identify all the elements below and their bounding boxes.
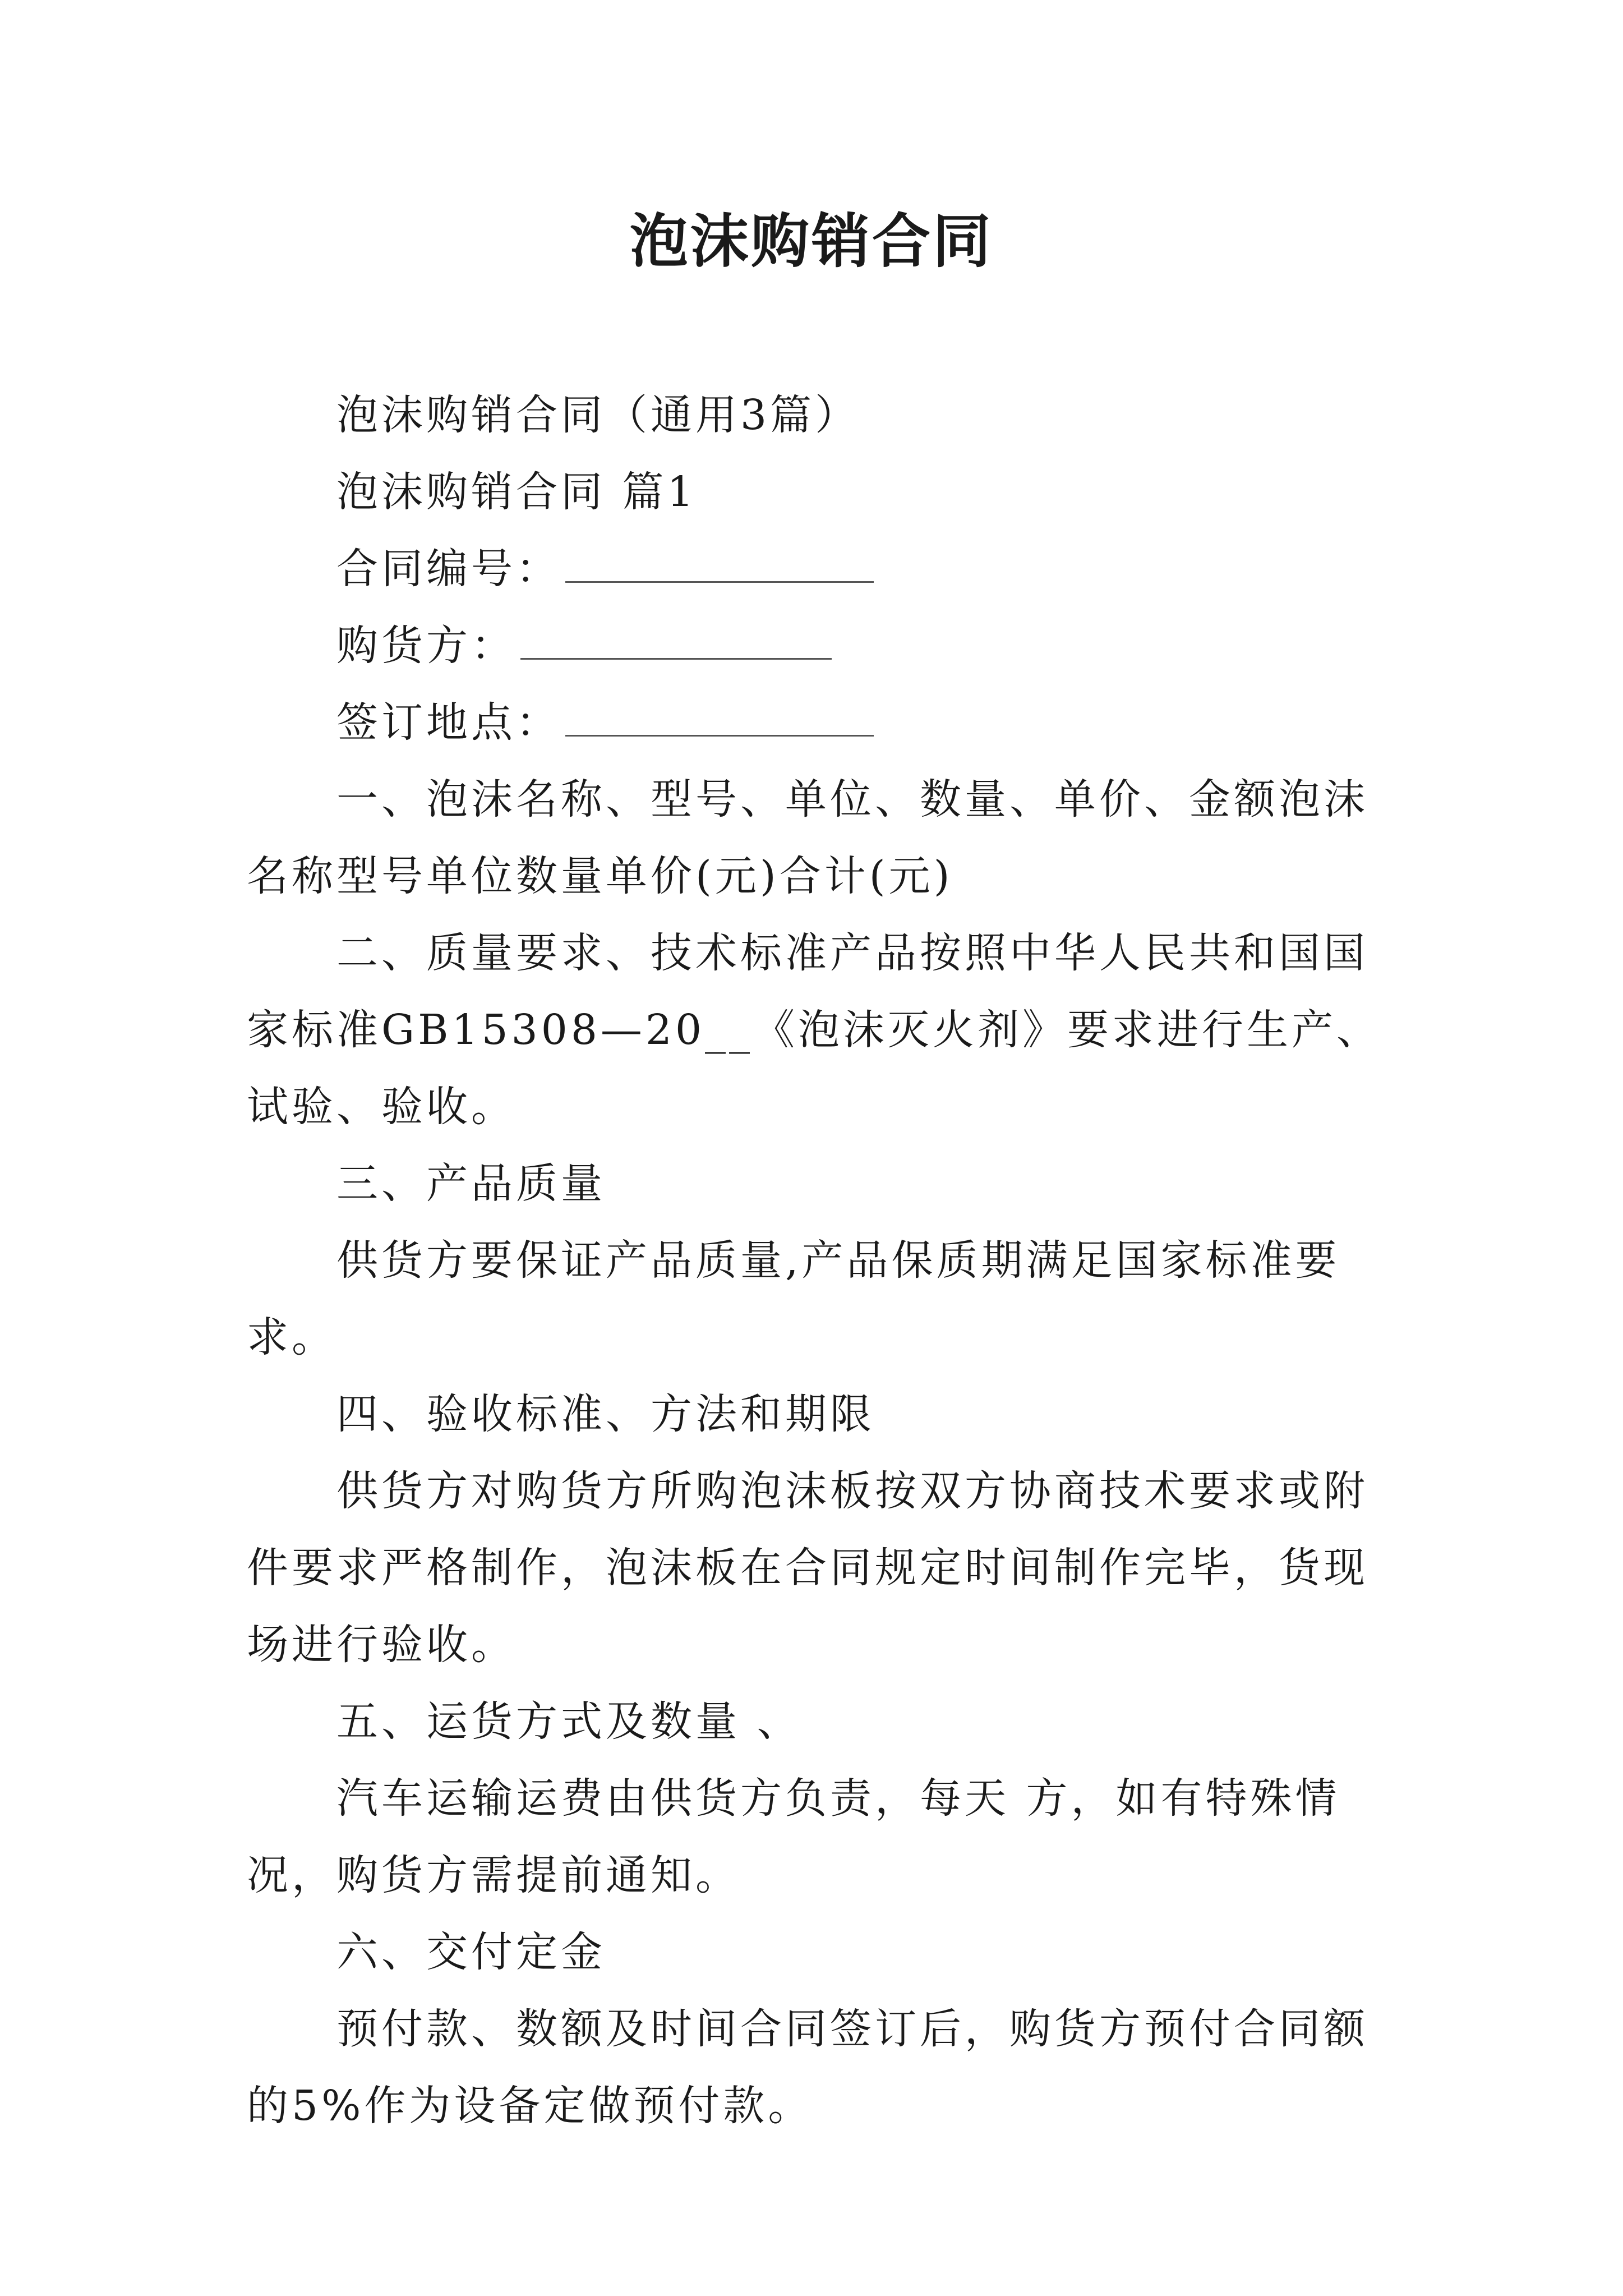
section-2: 二、质量要求、技术标准产品按照中华人民共和国国家标准GB15308—20__《泡沫灭火剂》要求进行生产、试验、验收。 — [247, 929, 1382, 1131]
document-title: 泡沫购销合同 — [629, 206, 993, 275]
contract-number-line — [247, 531, 1385, 608]
contract-number-blank — [565, 547, 874, 583]
contract-number-label: 合同编号： — [336, 545, 561, 593]
sign-place-label: 签订地点： — [336, 698, 561, 747]
section-5-body: 汽车运输运费由供货方负责，每天 方，如有特殊情况，购货方需提前通知。 — [247, 1774, 1340, 1899]
sign-place-line — [247, 684, 1385, 761]
section-6-heading: 六、交付定金 — [336, 1928, 606, 1976]
part-heading: 泡沫购销合同 篇1 — [336, 468, 697, 516]
section-3-body: 供货方要保证产品质量,产品保质期满足国家标准要求。 — [247, 1236, 1340, 1361]
section-4-body: 供货方对购货方所购泡沫板按双方协商技术要求或附件要求严格制作，泡沫板在合同规定时间制作完毕，货现场进行验收。 — [247, 1467, 1368, 1669]
section-3-heading: 三、产品质量 — [336, 1159, 606, 1208]
section-6-body: 预付款、数额及时间合同签订后，购货方预付合同额的5%作为设备定做预付款。 — [247, 2005, 1368, 2130]
section-1: 一、泡沫名称、型号、单位、数量、单价、金额泡沫名称型号单位数量单价(元)合计(元) — [247, 775, 1368, 900]
buyer-line — [247, 608, 1385, 684]
buyer-label: 购货方： — [336, 622, 516, 670]
document-body — [247, 377, 1385, 2145]
buyer-blank — [520, 624, 832, 660]
sign-place-blank — [565, 701, 874, 737]
section-5-heading: 五、运货方式及数量 、 — [336, 1697, 802, 1746]
section-4-heading: 四、验收标准、方法和期限 — [336, 1390, 875, 1438]
subtitle: 泡沫购销合同（通用3篇） — [336, 391, 860, 439]
